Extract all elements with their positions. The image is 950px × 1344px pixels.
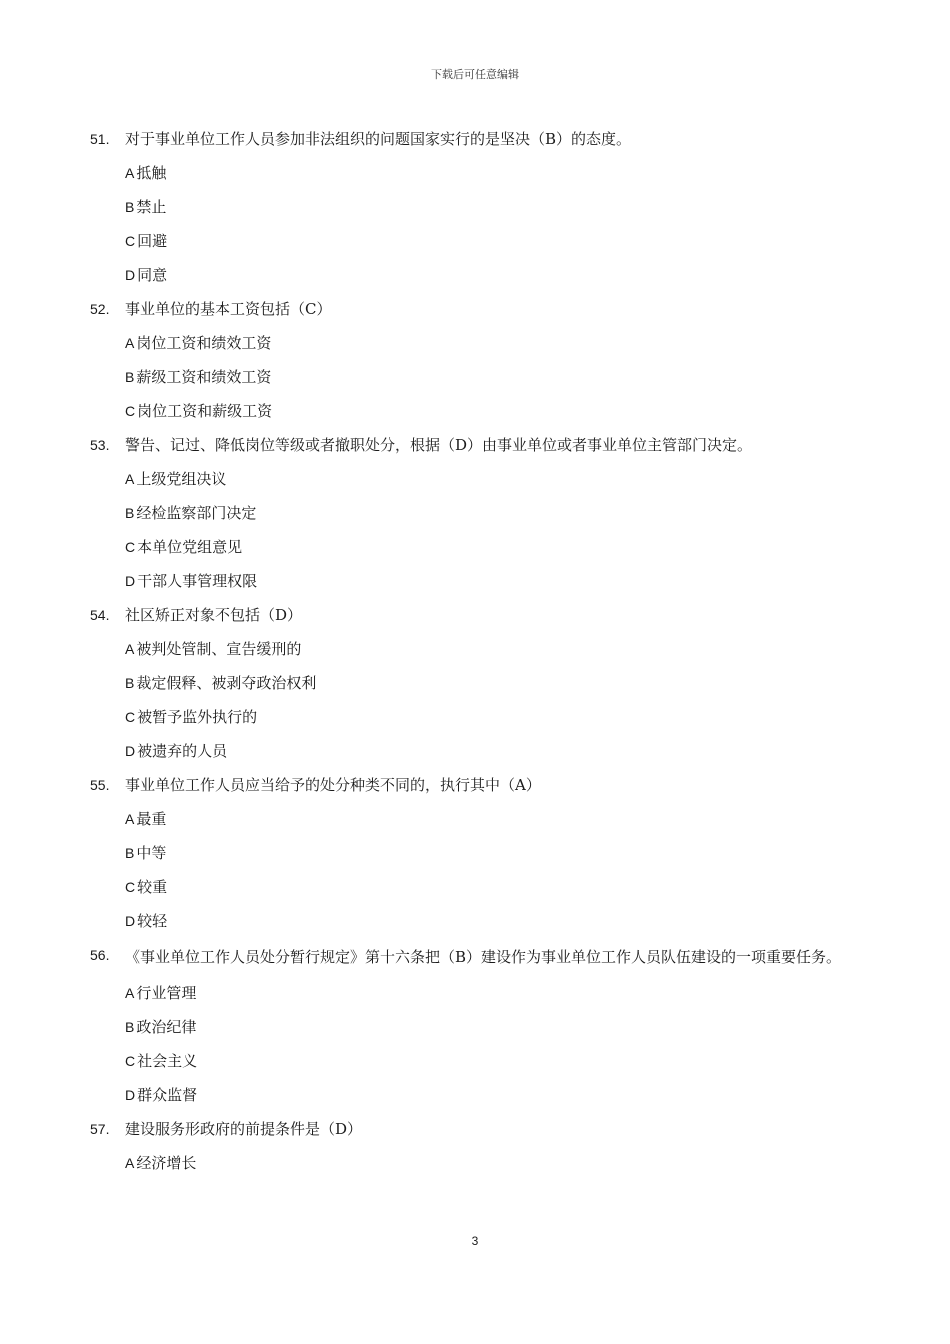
option-text: 被判处管制、宣告缓刑的 xyxy=(136,640,302,658)
option-letter: C xyxy=(125,539,136,555)
option-a xyxy=(90,326,870,360)
option-a xyxy=(90,632,870,666)
page-header: 下载后可任意编辑 xyxy=(431,68,519,81)
option-c xyxy=(90,530,870,564)
option-text: 经济增长 xyxy=(136,1154,197,1172)
option-text: 干部人事管理权限 xyxy=(137,572,258,590)
option-text: 较轻 xyxy=(137,912,168,930)
option-a xyxy=(90,1146,870,1180)
option-d xyxy=(90,734,870,768)
option-text: 抵触 xyxy=(136,164,167,182)
question-number: 55. xyxy=(90,777,110,793)
option-letter: D xyxy=(125,1087,136,1103)
option-b xyxy=(90,836,870,870)
question-number: 54. xyxy=(90,607,110,623)
option-text: 被遗弃的人员 xyxy=(137,742,228,760)
option-text: 最重 xyxy=(136,810,167,828)
question-57 xyxy=(90,1112,870,1180)
question-number: 52. xyxy=(90,301,110,317)
question-text: 警告、记过、降低岗位等级或者撤职处分，根据（D）由事业单位或者事业单位主管部门决定。 xyxy=(125,436,753,454)
option-letter: D xyxy=(125,743,136,759)
option-text: 政治纪律 xyxy=(136,1018,197,1036)
option-d xyxy=(90,258,870,292)
option-letter: A xyxy=(125,985,135,1001)
question-text: 对于事业单位工作人员参加非法组织的问题国家实行的是坚决（B）的态度。 xyxy=(125,130,632,148)
option-b xyxy=(90,360,870,394)
option-text: 中等 xyxy=(136,844,167,862)
option-c xyxy=(90,394,870,428)
option-b xyxy=(90,190,870,224)
question-53 xyxy=(90,428,870,598)
question-number: 53. xyxy=(90,437,110,453)
option-text: 岗位工资和绩效工资 xyxy=(136,334,272,352)
option-letter: A xyxy=(125,335,135,351)
option-text: 薪级工资和绩效工资 xyxy=(136,368,272,386)
question-number: 57. xyxy=(90,1121,110,1137)
option-text: 上级党组决议 xyxy=(136,470,227,488)
option-text: 本单位党组意见 xyxy=(137,538,243,556)
option-a xyxy=(90,976,870,1010)
option-a xyxy=(90,802,870,836)
question-52 xyxy=(90,292,870,428)
question-text: 社区矫正对象不包括（D） xyxy=(125,606,303,624)
option-b xyxy=(90,496,870,530)
question-54 xyxy=(90,598,870,768)
option-a xyxy=(90,156,870,190)
page-number: 3 xyxy=(471,1234,479,1248)
option-d xyxy=(90,904,870,938)
question-55 xyxy=(90,768,870,938)
option-letter: A xyxy=(125,641,135,657)
option-letter: D xyxy=(125,267,136,283)
option-letter: C xyxy=(125,709,136,725)
option-text: 社会主义 xyxy=(137,1052,198,1070)
option-text: 较重 xyxy=(137,878,168,896)
option-c xyxy=(90,700,870,734)
question-text: 《事业单位工作人员处分暂行规定》第十六条把（B）建设作为事业单位工作人员队伍建设的一项重要任务。 xyxy=(125,948,842,966)
option-letter: C xyxy=(125,403,136,419)
option-letter: A xyxy=(125,471,135,487)
option-letter: A xyxy=(125,165,135,181)
option-letter: B xyxy=(125,505,135,521)
option-letter: B xyxy=(125,1019,135,1035)
option-letter: C xyxy=(125,879,136,895)
option-a xyxy=(90,462,870,496)
question-number: 56. xyxy=(90,947,110,963)
question-list xyxy=(90,122,870,1180)
option-letter: B xyxy=(125,675,135,691)
option-text: 经检监察部门决定 xyxy=(136,504,257,522)
option-letter: A xyxy=(125,811,135,827)
option-text: 回避 xyxy=(137,232,168,250)
option-letter: C xyxy=(125,1053,136,1069)
option-text: 岗位工资和薪级工资 xyxy=(137,402,273,420)
question-text: 事业单位的基本工资包括（C） xyxy=(125,300,332,318)
option-letter: D xyxy=(125,573,136,589)
question-text: 事业单位工作人员应当给予的处分种类不同的，执行其中（A） xyxy=(125,776,541,794)
option-text: 被暂予监外执行的 xyxy=(137,708,258,726)
question-51 xyxy=(90,122,870,292)
option-c xyxy=(90,224,870,258)
option-letter: B xyxy=(125,199,135,215)
option-letter: C xyxy=(125,233,136,249)
option-text: 同意 xyxy=(137,266,168,284)
option-c xyxy=(90,1044,870,1078)
option-c xyxy=(90,870,870,904)
question-number: 51. xyxy=(90,131,110,147)
option-b xyxy=(90,1010,870,1044)
option-text: 禁止 xyxy=(136,198,167,216)
question-56 xyxy=(90,938,870,1112)
option-letter: B xyxy=(125,369,135,385)
option-letter: B xyxy=(125,845,135,861)
option-letter: A xyxy=(125,1155,135,1171)
option-text: 行业管理 xyxy=(136,984,197,1002)
option-d xyxy=(90,1078,870,1112)
option-text: 群众监督 xyxy=(137,1086,198,1104)
question-text: 建设服务形政府的前提条件是（D） xyxy=(125,1120,363,1138)
option-d xyxy=(90,564,870,598)
option-text: 裁定假释、被剥夺政治权利 xyxy=(136,674,317,692)
option-letter: D xyxy=(125,913,136,929)
option-b xyxy=(90,666,870,700)
